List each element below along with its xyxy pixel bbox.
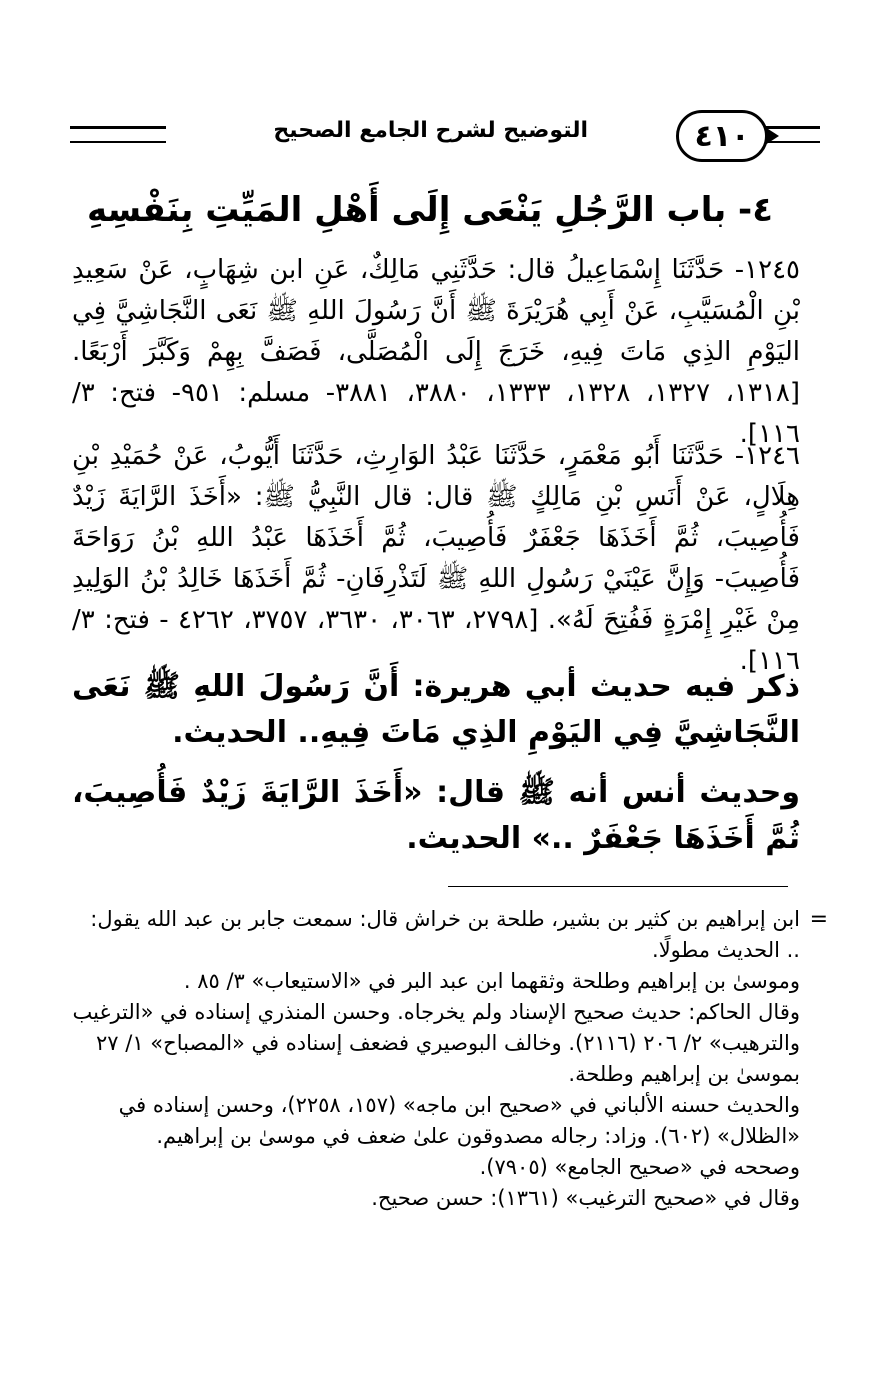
header-rule-left [70,126,166,143]
footnote-continuation-marker: = [809,907,828,932]
footnotes [72,904,828,1214]
footnote-line: ابن إبراهيم بن كثير بن بشير، طلحة بن خراش قال: سمعت جابر بن عبد الله يقول: .. الحديث مطولًا. [90,907,800,962]
footnote-separator [448,886,788,887]
hadith-1246: ١٢٤٦- حَدَّثَنَا أَبُو مَعْمَرٍ، حَدَّثَنَا عَبْدُ الوَارِثِ، حَدَّثَنَا أَيُّوبُ، عَنْ حُمَيْدِ بْنِ هِلَالٍ، عَنْ أَنَسِ بْنِ مَالِكٍ ﷺ قال: قال النَّبِيُّ ﷺ: «أَخَذَ الرَّايَةَ زَيْدٌ فَأُصِيبَ، ثُمَّ أَخَذَهَا جَعْفَرٌ فَأُصِيبَ، ثُمَّ أَخَذَهَا عَبْدُ اللهِ بْنُ رَوَاحَةَ فَأُصِيبَ- وَإِنَّ عَيْنَيْ رَسُولِ اللهِ ﷺ لَتَذْرِفَانِ- ثُمَّ أَخَذَهَا خَالِدُ بْنُ الوَلِيدِ مِنْ غَيْرِ إِمْرَةٍ فَفُتِحَ لَهُ». [٢٧٩٨، ٣٠٦٣، ٣٦٣٠، ٣٧٥٧، ٤٢٦٢ - فتح: ٣/ ١١٦]. [72,441,801,676]
commentary-paragraph-2: وحديث أنس أنه ﷺ قال: «أَخَذَ الرَّايَةَ زَيْدٌ فَأُصِيبَ، ثُمَّ أَخَذَهَا جَعْفَرٌ ..» الحديث. [72,775,800,856]
page-header [70,108,820,162]
footnote-line: وقال الحاكم: حديث صحيح الإسناد ولم يخرجاه. وحسن المنذري إسناده في «الترغيب والترهيب» ٢/ ٢٠٦ (٢١١٦). وخالف البوصيري فضعف إسناده في «المصباح» ١/ ٢٧ بموسىٰ بن إبراهيم وطلحة. [72,1000,800,1086]
running-title: التوضيح لشرح الجامع الصحيح [273,118,588,143]
footnote-line: وقال في «صحيح الترغيب» (١٣٦١): حسن صحيح. [371,1186,800,1210]
footnote-line: والحديث حسنه الألباني في «صحيح ابن ماجه» (١٥٧، ٢٢٥٨)، وحسن إسناده في «الظلال» (٦٠٢). وزاد: رجاله مصدوقون علىٰ ضعف في موسىٰ بن إبراهيم. [118,1093,800,1148]
chapter-title: ٤- باب الرَّجُلِ يَنْعَى إِلَى أَهْلِ المَيِّتِ بِنَفْسِهِ [87,190,773,230]
hadith-1245: ١٢٤٥- حَدَّثَنَا إِسْمَاعِيلُ قال: حَدَّثَنِي مَالِكٌ، عَنِ ابن شِهَابٍ، عَنْ سَعِيدِ بْنِ الْمُسَيَّبِ، عَنْ أَبِي هُرَيْرَةَ ﷺ أَنَّ رَسُولَ اللهِ ﷺ نَعَى النَّجَاشِيَّ فِي اليَوْمِ الذِي مَاتَ فِيهِ، خَرَجَ إِلَى الْمُصَلَّى، فَصَفَّ بِهِمْ وَكَبَّرَ أَرْبَعًا. [١٣١٨، ١٣٢٧، ١٣٢٨، ١٣٣٣، ٣٨٨٠، ٣٨٨١- مسلم: ٩٥١- فتح: ٣/ ١١٦]. [72,255,801,449]
footnote-line: وموسىٰ بن إبراهيم وطلحة وثقهما ابن عبد البر في «الاستيعاب» ٣/ ٨٥ . [183,969,800,993]
footnote-line: وصححه في «صحيح الجامع» (٧٩٠٥). [479,1155,800,1179]
commentary-paragraph-1: ذكر فيه حديث أبي هريرة: أَنَّ رَسُولَ اللهِ ﷺ نَعَى النَّجَاشِيَّ فِي اليَوْمِ الذِي مَاتَ فِيهِ.. الحديث. [72,669,800,750]
page-number: ٤١٠ [676,110,768,162]
